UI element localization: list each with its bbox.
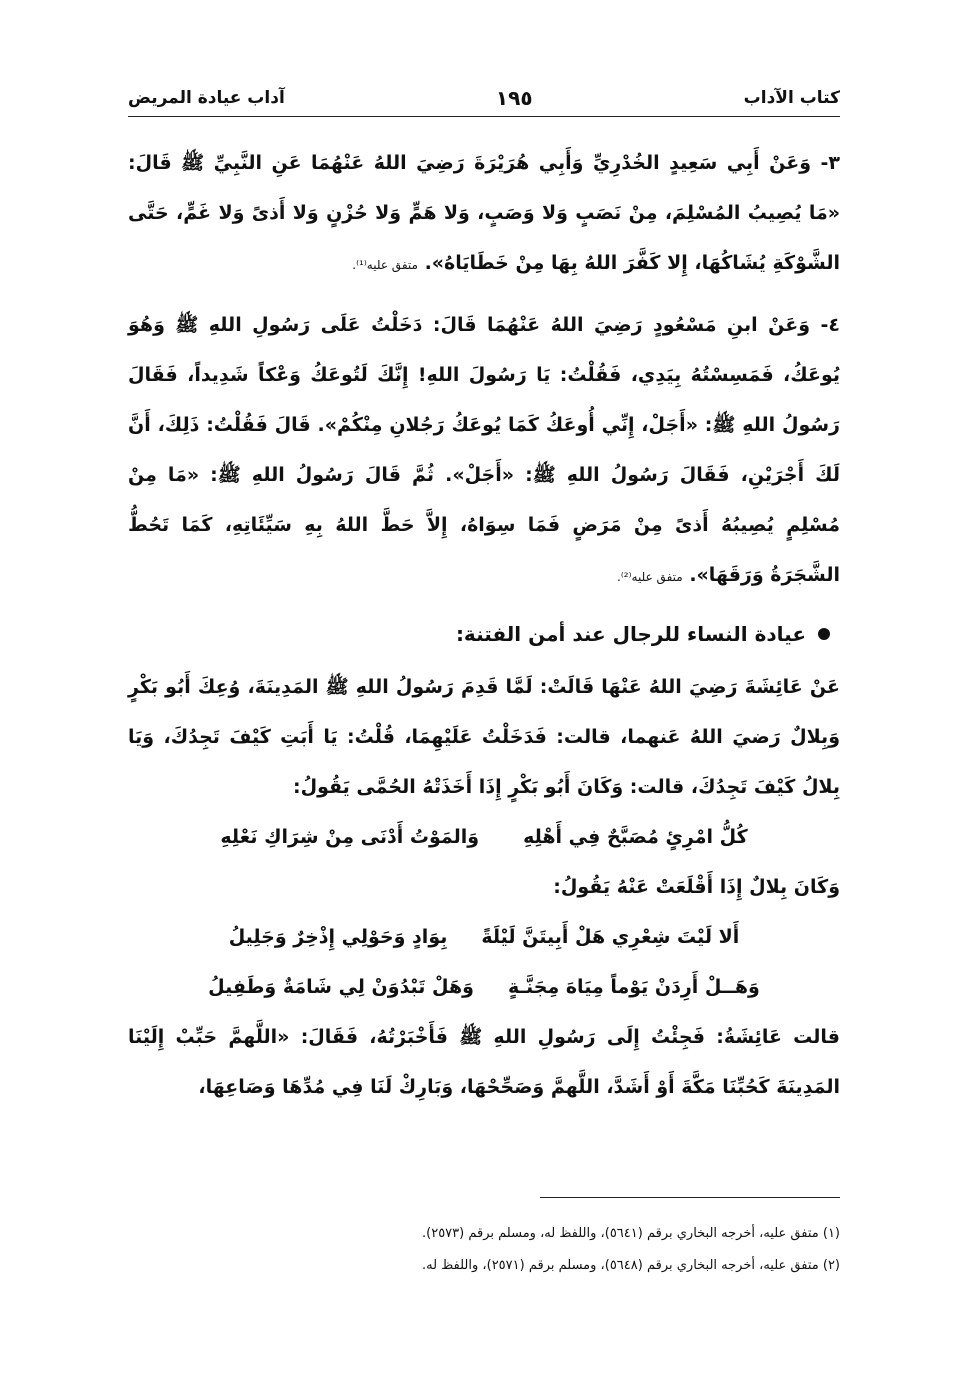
verse-1 — [128, 812, 840, 862]
section-heading — [128, 606, 840, 662]
chapter-title: آداب عيادة المريض — [128, 88, 285, 108]
bilal-line: وَكَانَ بِلالٌ إِذَا أَقْلَعَتْ عَنْهُ يَقُولُ: — [553, 876, 840, 898]
main-text — [128, 138, 840, 1112]
verse-3 — [128, 962, 840, 1012]
hadith-4 — [128, 300, 840, 602]
aisha-closing: قالت عَائِشَةُ: فَجِئْتُ إِلَى رَسُولِ اللهِ ﷺ فَأَخْبَرْتُهُ، فَقَالَ: «اللَّهمَّ حَبِّبْ إِلَيْنَا المَدِينَةَ كَحُبِّنَا مَكَّةَ أَوْ أَشَدَّ، اللَّهمَّ وَصَحِّحْهَا، وَبَارِكْ لَنَا فِي مُدِّهَا وَصَاعِهَا، — [128, 1026, 840, 1098]
verse-2-first-hemistich: أَلا لَيْتَ شِعْرِي هَلْ أَبِيتَنَّ لَيْلَةً — [481, 926, 740, 948]
footnote-2: (٢) متفق عليه، أخرجه البخاري برقم (٥٦٤٨)، ومسلم برقم (٢٥٧١)، واللفظ له. — [422, 1258, 840, 1273]
verse-2-second-hemistich: بِوَادٍ وَحَوْلِي إِذْخِرٌ وَجَلِيلُ — [228, 926, 448, 948]
verse-3-second-hemistich: وَهَلْ تَبْدُوَنْ لِي شَامَةٌ وَطَفِيلُ — [208, 976, 474, 998]
verse-1-second-hemistich: وَالمَوْتُ أَدْنَى مِنْ شِرَاكِ نَعْلِهِ — [220, 826, 480, 848]
verse-3-first-hemistich: وَهَــلْ أَرِدَنْ يَوْماً مِيَاهَ مِجَنَّـةٍ — [508, 976, 760, 998]
verse-2 — [128, 912, 840, 962]
running-header — [128, 84, 840, 112]
hadith-4-reference: متفق عليه⁽²⁾. — [617, 570, 683, 584]
hadith-3-text: ٣- وَعَنْ أَبِي سَعِيدٍ الخُدْرِيِّ وَأَبِي هُرَيْرَةَ رَضِيَ اللهُ عَنْهُمَا عَنِ النَّبِيِّ ﷺ قَالَ: «مَا يُصِيبُ المُسْلِمَ، مِنْ نَصَبٍ وَلا وَصَبٍ، وَلا هَمٍّ وَلا حُزْنٍ وَلا أَذىً وَلا غَمٍّ، حَتَّى الشَّوْكَةِ يُشَاكُهَا، إِلا كَفَّرَ اللهُ بِهَا مِنْ خَطَايَاهُ». — [128, 152, 840, 274]
page-number: ١٩٥ — [495, 86, 533, 110]
section-heading-text: عيادة النساء للرجال عند أمن الفتنة: — [455, 622, 806, 646]
hadith-4-text: ٤- وَعَنْ ابنِ مَسْعُودٍ رَضِيَ اللهُ عَنْهُمَا قَالَ: دَخَلْتُ عَلَى رَسُولِ اللهِ ﷺ وَهُوَ يُوعَكُ، فَمَسِسْتُهُ بِيَدِي، فَقُلْتُ: يَا رَسُولَ اللهِ! إِنَّكَ لَتُوعَكُ وَعْكاً شَدِيداً، فَقَالَ رَسُولُ اللهِ ﷺ: «أَجَلْ، إِنِّي أُوعَكُ كَمَا يُوعَكُ رَجُلانِ مِنْكُمْ». قَالَ فَقُلْتُ: ذَلِكَ، أَنَّ لَكَ أَجْرَيْنِ، فَقَالَ رَسُولُ اللهِ ﷺ: «أَجَلْ». ثُمَّ قَالَ رَسُولُ اللهِ ﷺ: «مَا مِنْ مُسْلِمٍ يُصِيبُهُ أَذىً مِنْ مَرَضٍ فَمَا سِوَاهُ، إِلاَّ حَطَّ اللهُ بِهِ سَيِّئَاتِهِ، كَمَا تَحُطُّ الشَّجَرَةُ وَرَقَهَا». — [128, 314, 840, 586]
footnote-1: (١) متفق عليه، أخرجه البخاري برقم (٥٦٤١)، واللفظ له، ومسلم برقم (٢٥٧٣). — [422, 1226, 840, 1241]
footnote-rule — [540, 1197, 840, 1198]
aisha-intro: عَنْ عَائِشَةَ رَضِيَ اللهُ عَنْهَا قَالَتْ: لَمَّا قَدِمَ رَسُولُ اللهِ ﷺ المَدِينَةَ، وُعِكَ أَبُو بَكْرٍ وَبِلالٌ رَضيَ اللهُ عَنهما، قالت: فَدَخَلْتُ عَلَيْهِمَا، قُلْتُ: يَا أَبَتِ كَيْفَ تَجِدُكَ، وَيَا بِلالُ كَيْفَ تَجِدُكَ، قالت: وَكَانَ أَبُو بَكْرٍ إِذَا أَخَذَتْهُ الحُمَّى يَقُولُ: — [128, 676, 840, 798]
footnotes — [128, 1218, 840, 1282]
verse-1-first-hemistich: كُلُّ امْرِئٍ مُصَبَّحٌ فِي أَهْلِهِ — [523, 826, 748, 848]
hadith-3 — [128, 138, 840, 290]
book-title: كتاب الآداب — [743, 88, 840, 108]
hadith-3-reference: متفق عليه⁽¹⁾. — [352, 258, 418, 272]
bullet-icon — [818, 628, 830, 640]
header-rule — [128, 116, 840, 117]
